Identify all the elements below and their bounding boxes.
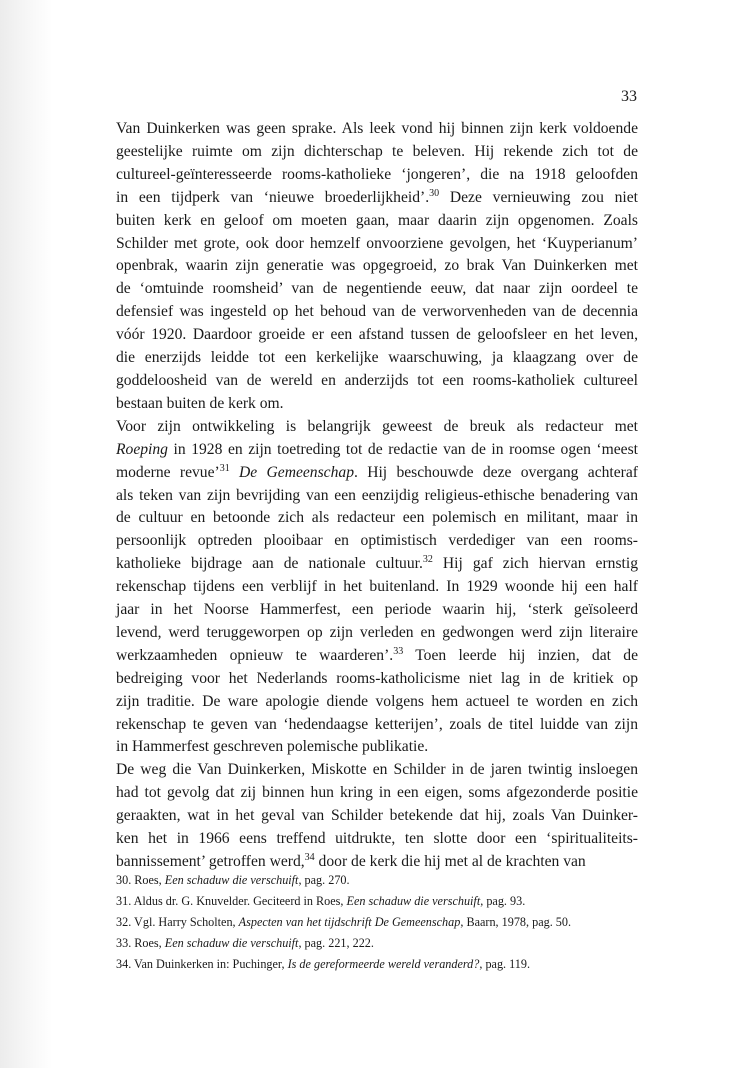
footnote-title: Is de gereformeerde wereld veranderd? bbox=[287, 957, 480, 971]
footnote-item bbox=[116, 954, 656, 975]
text-line: in Hammerfest geschreven polemische publikatie. bbox=[116, 738, 429, 756]
text-line: openbrak, waarin zijn generatie was opgegroeid, zo brak Van Duinkerken met bbox=[116, 257, 638, 275]
footnote-title: Een schaduw die verschuift bbox=[164, 936, 299, 950]
paragraph bbox=[116, 759, 638, 874]
text-line: bestaan buiten de kerk om. bbox=[116, 394, 284, 412]
text-run: in 1928 en zijn toetreding tot de redactie van de in roomse ogen ‘meest bbox=[167, 440, 638, 458]
text-line: die enerzijds leidde tot een kerkelijke waarschuwing, ja klaagzang over de bbox=[116, 349, 638, 367]
footnote-text: , pag. 270. bbox=[298, 873, 350, 887]
footnote-reference: 31 bbox=[219, 462, 230, 474]
text-line: buiten kerk en geloof om moeten gaan, maar daarin zijn opgenomen. Zoals bbox=[116, 211, 638, 229]
text-run: Hij gaf zich hiervan ernstig bbox=[432, 555, 638, 573]
text-line bbox=[116, 187, 638, 210]
text-line: ken het in 1966 eens treffend uitdrukte, ten slotte door een ‘spiritualiteits- bbox=[116, 830, 638, 848]
text-line bbox=[116, 439, 638, 462]
footnote-text: , pag. 221, 222. bbox=[298, 936, 374, 950]
text-line: goddeloosheid van de wereld en anderzijds tot een rooms-katholiek cultureel bbox=[116, 371, 638, 389]
text-line bbox=[116, 553, 638, 576]
scan-edge-shadow bbox=[0, 0, 52, 1068]
text-run: Deze vernieuwing zou niet bbox=[439, 188, 638, 206]
footnote-title: Een schaduw die verschuift bbox=[164, 873, 299, 887]
footnote-text: 32. Vgl. Harry Scholten, bbox=[116, 915, 239, 929]
footnote-text: 31. Aldus dr. G. Knuvelder. Geciteerd in Roes, bbox=[116, 894, 347, 908]
text-run: Toen leerde hij inzien, dat de bbox=[403, 646, 638, 664]
text-run: door de kerk die hij met al de krachten van bbox=[314, 853, 586, 870]
footnote-title: Een schaduw die verschuift bbox=[346, 894, 481, 908]
page-number: 33 bbox=[621, 88, 637, 105]
text-line: bedreiging voor het Nederlands rooms-katholicisme niet lag in de kritiek op bbox=[116, 669, 638, 687]
footnote-text: , pag. 93. bbox=[480, 894, 526, 908]
text-line: de ‘omtuinde roomsheid’ van de negentiende eeuw, dat naar zijn oordeel te bbox=[116, 280, 638, 298]
paragraph bbox=[116, 118, 638, 416]
text-line: cultureel-geïnteresseerde rooms-katholieke ‘jongeren’, die na 1918 geloofden bbox=[116, 165, 638, 183]
footnote-item bbox=[116, 933, 656, 954]
footnote-text: 33. Roes, bbox=[116, 936, 165, 950]
footnote-reference: 30 bbox=[429, 187, 440, 199]
text-line: had tot gevolg dat zij binnen hun kring in een eigen, soms afgezonderde positie bbox=[116, 784, 638, 802]
paragraph bbox=[116, 416, 638, 760]
footnote-title: Aspecten van het tijdschrift De Gemeenschap bbox=[238, 915, 461, 929]
text-line: de cultuur en betoonde zich als redacteur een polemisch en militant, maar in bbox=[116, 509, 638, 527]
body-text bbox=[116, 118, 638, 874]
text-run: werkzaamheden opnieuw te waarderen’. bbox=[116, 646, 394, 664]
text-line: Schilder met grote, ook door hemzelf onvoorziene gevolgen, het ‘Kuyperianum’ bbox=[116, 234, 638, 252]
text-line: als teken van zijn bevrijding van een eenzijdig religieus-ethische benadering van bbox=[116, 486, 638, 504]
italic-title: Roeping bbox=[116, 440, 168, 458]
text-run: katholieke bijdrage aan de nationale cultuur. bbox=[116, 555, 423, 573]
footnote-item bbox=[116, 891, 656, 912]
italic-title: De Gemeenschap bbox=[229, 463, 354, 481]
text-line: De weg die Van Duinkerken, Miskotte en Schilder in de jaren twintig insloegen bbox=[116, 761, 638, 779]
footnote-reference: 33 bbox=[393, 645, 404, 657]
footnote-reference: 34 bbox=[304, 851, 315, 863]
footnote-reference: 32 bbox=[422, 554, 433, 566]
text-line: rekenschap te geven van ‘hedendaagse ketterijen’, zoals de titel luidde van zijn bbox=[116, 715, 638, 733]
footnote-text: , Baarn, 1978, pag. 50. bbox=[460, 915, 572, 929]
text-run: bannissement’ getroffen werd, bbox=[116, 853, 305, 870]
text-line: vóór 1920. Daardoor groeide er een afstand tussen de geloofsleer en het leven, bbox=[116, 326, 638, 344]
text-line: jaar in het Noorse Hammerfest, een periode waarin hij, ‘sterk geïsoleerd bbox=[116, 601, 638, 619]
footnote-item bbox=[116, 912, 656, 933]
text-line: rekenschap tijdens een verblijf in het buitenland. In 1929 woonde hij een half bbox=[116, 578, 638, 596]
text-line: levend, werd teruggeworpen op zijn verleden en gedwongen werd zijn literaire bbox=[116, 623, 638, 641]
footnote-item bbox=[116, 870, 656, 891]
footnote-text: , pag. 119. bbox=[479, 957, 531, 971]
text-line: geestelijke ruimte om zijn dichterschap te beleven. Hij rekende zich tot de bbox=[116, 142, 638, 160]
text-run: . Hij beschouwde deze overgang achteraf bbox=[354, 463, 638, 481]
text-line: defensief was ingesteld op het behoud van de verworvenheden van de decennia bbox=[116, 303, 638, 321]
text-line: persoonlijk optreden plooibaar en optimistisch verdediger van een rooms- bbox=[116, 532, 638, 550]
footnotes bbox=[116, 870, 656, 975]
footnote-text: 34. Van Duinkerken in: Puchinger, bbox=[116, 957, 288, 971]
text-line: zijn traditie. De ware apologie diende volgens hem actueel te worden en zich bbox=[116, 692, 638, 710]
text-run: moderne revue’ bbox=[116, 463, 220, 481]
text-line bbox=[116, 462, 638, 485]
text-run: in een tijdperk van ‘nieuwe broederlijkheid’. bbox=[116, 188, 430, 206]
text-line bbox=[116, 645, 638, 668]
text-line: Voor zijn ontwikkeling is belangrijk geweest de breuk als redacteur met bbox=[116, 417, 638, 435]
footnote-text: 30. Roes, bbox=[116, 873, 165, 887]
text-line: geraakten, wat in het geval van Schilder betekende dat hij, zoals Van Duinker- bbox=[116, 807, 638, 825]
text-line: Van Duinkerken was geen sprake. Als leek vond hij binnen zijn kerk voldoende bbox=[116, 120, 638, 137]
